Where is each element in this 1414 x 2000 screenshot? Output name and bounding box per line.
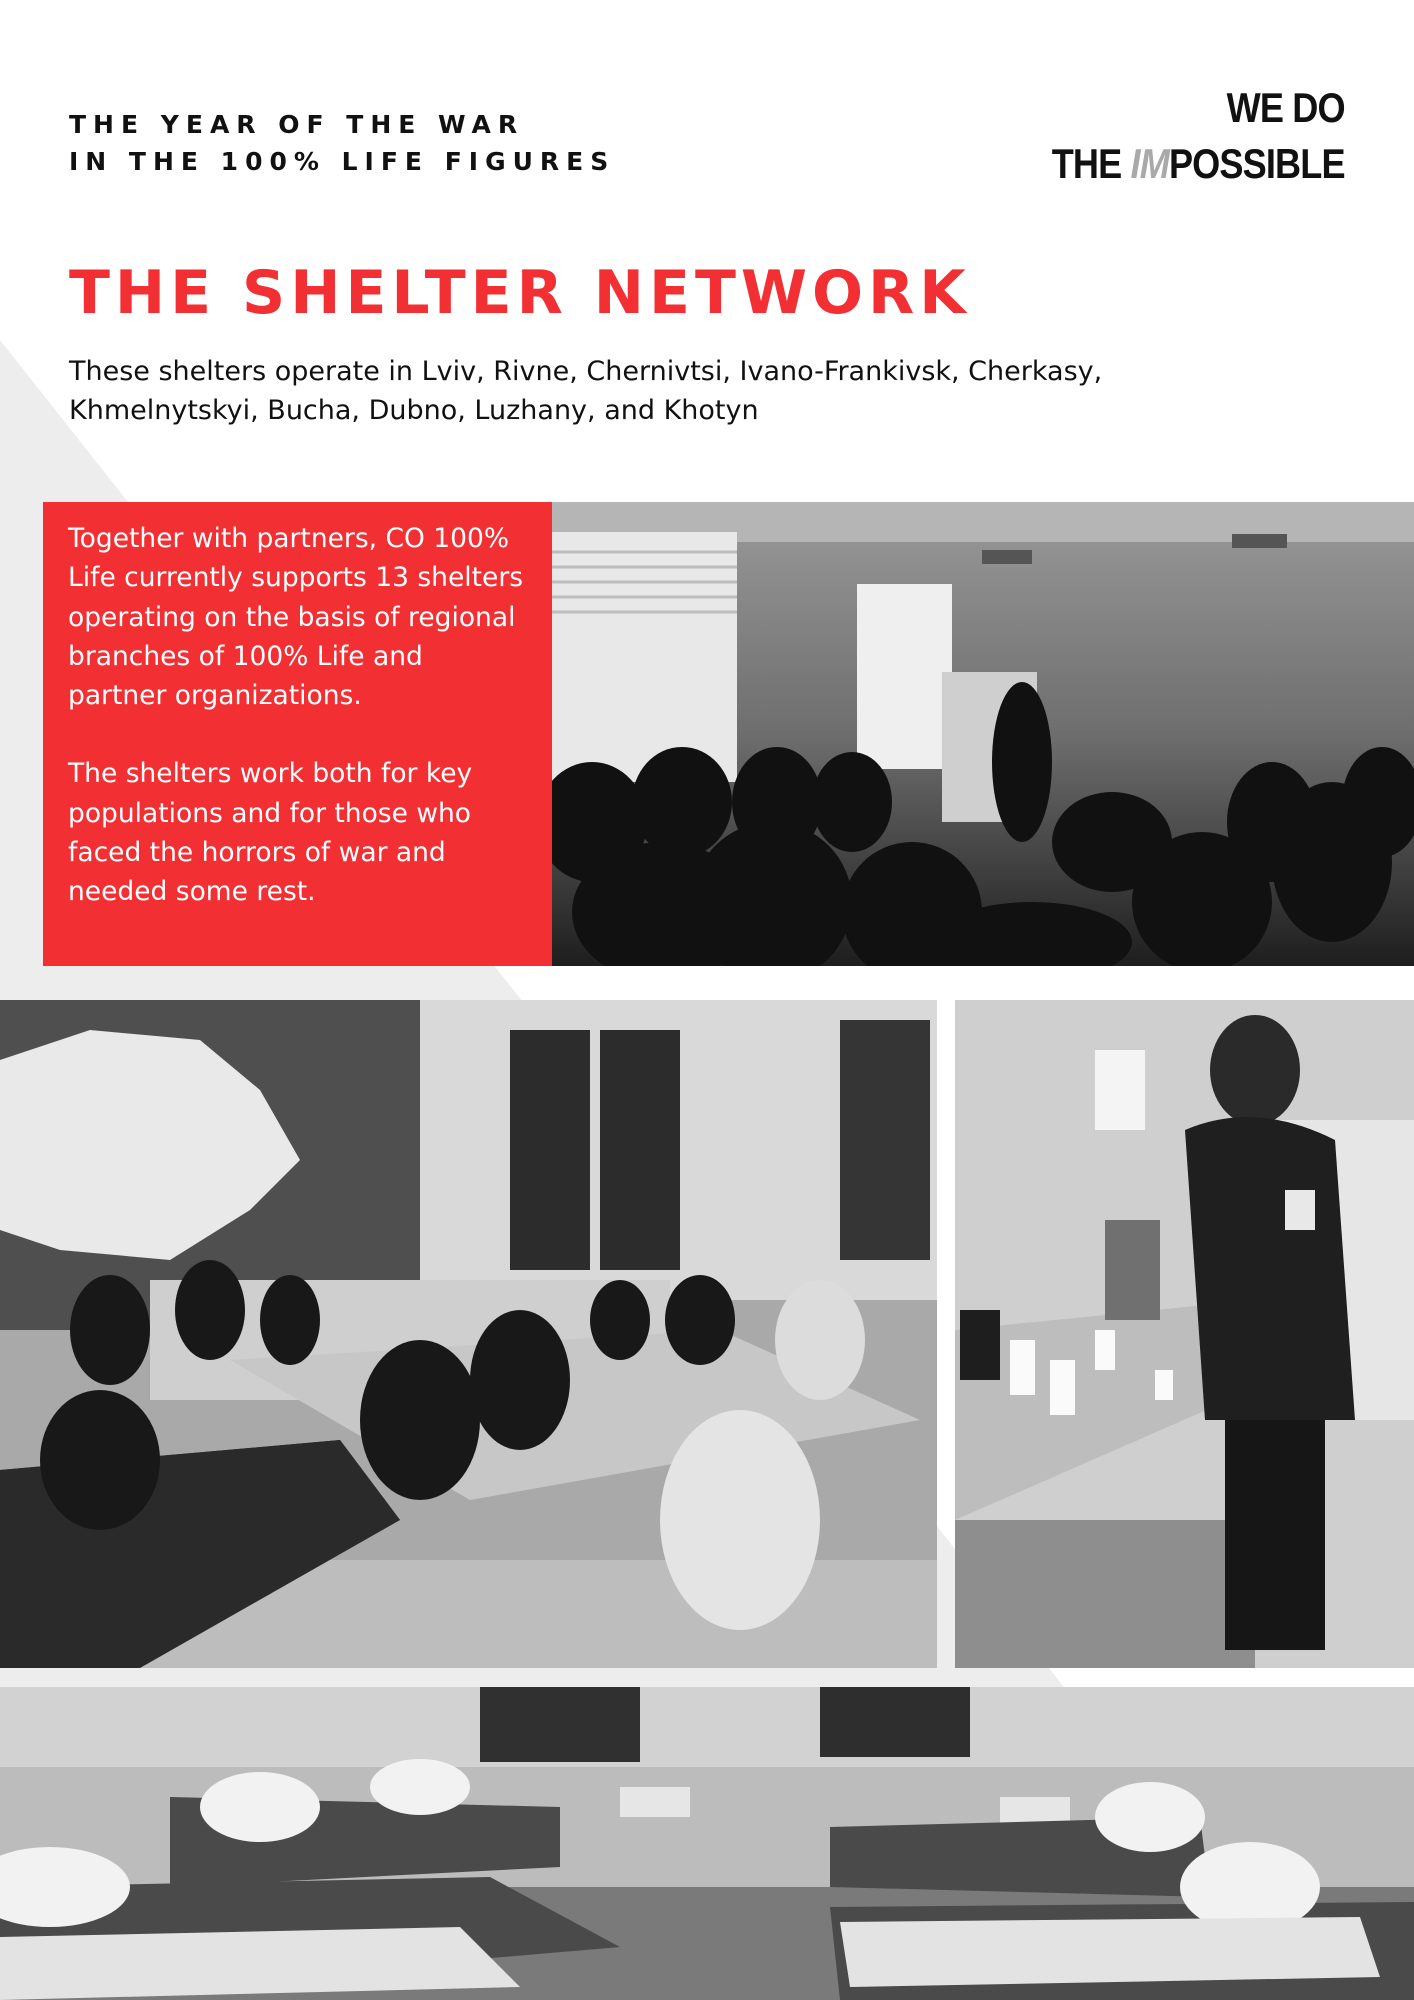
photo-group-meeting xyxy=(552,502,1414,966)
callout-box xyxy=(43,502,552,966)
kicker-line-2: IN THE 100% LIFE FIGURES xyxy=(69,147,616,176)
callout-paragraph-2: The shelters work both for key populations and for those who faced the horrors of war and needed some rest. xyxy=(68,758,473,908)
photo-snack-table xyxy=(955,1000,1414,1668)
logo-word-possible: POSSIBLE xyxy=(1169,140,1345,187)
logo-highlight-im: IM xyxy=(1130,140,1170,187)
callout-paragraph-1: Together with partners, CO 100% Life currently supports 13 shelters operating on the basis of regional branches of 100% Life and partner organizations. xyxy=(68,523,524,712)
logo-word-the: THE xyxy=(1051,140,1131,187)
logo-line-2 xyxy=(1052,136,1345,192)
brand-logo xyxy=(1052,80,1345,192)
logo-line-1: WE DO xyxy=(1226,84,1345,131)
kicker-line-1: THE YEAR OF THE WAR xyxy=(69,110,525,139)
section-title: THE SHELTER NETWORK xyxy=(69,258,971,328)
photo-dormitory-beds xyxy=(0,1687,1414,2000)
report-kicker xyxy=(69,106,615,180)
photo-dining-hall xyxy=(0,1000,937,1668)
section-subtitle: These shelters operate in Lviv, Rivne, Chernivtsi, Ivano-Frankivsk, Cherkasy, Khmelnytskyi, Bucha, Dubno, Luzhany, and Khotyn xyxy=(69,356,1103,426)
